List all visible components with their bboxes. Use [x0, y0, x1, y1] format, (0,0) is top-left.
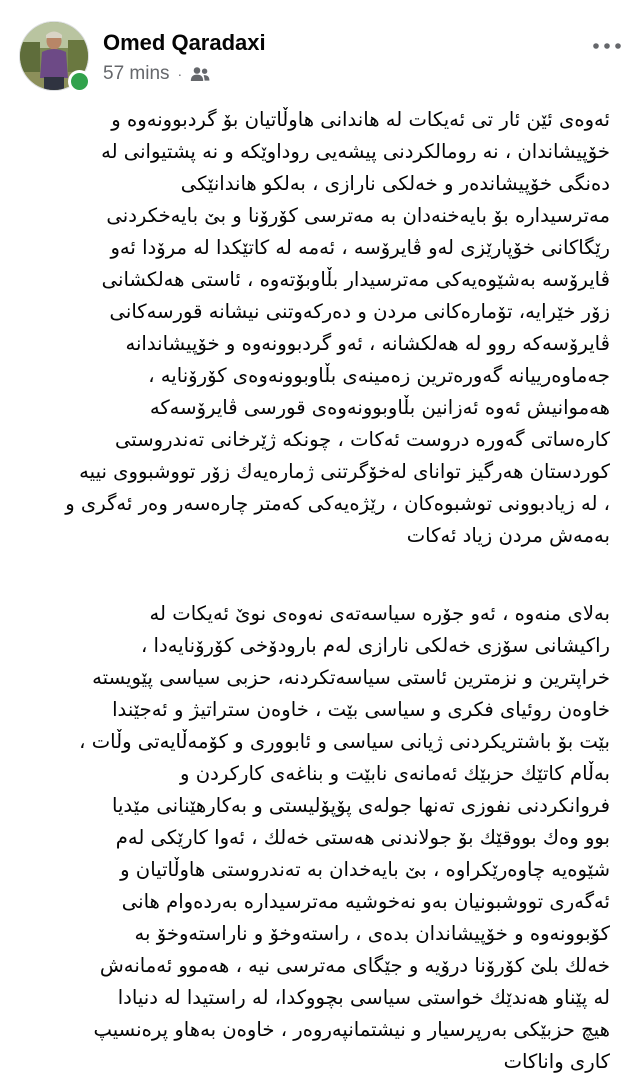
- post-text-line: کۆبوونەوە و خۆپیشاندان بدەی ، راستەوخۆ و ناراستەوخۆ بە: [134, 922, 610, 945]
- post-text-line: بەمەش مردن زیاد ئەکات: [406, 524, 610, 547]
- online-status-dot: [68, 70, 91, 93]
- post-text-line: بەلای منەوە ، ئەو جۆرە سیاسەتەی نەوەی نوێ ئەیکات لە: [149, 602, 610, 625]
- post-text-line: خەلك بلێ کۆرۆنا درۆیە و جێگای مەترسی نیە ، هەموو ئەمانەش: [99, 954, 610, 977]
- post-text-line: خۆپیشاندان ، نە رومالکردنی پیشەیی روداوێکە و نە پشتیوانی لە: [101, 140, 610, 163]
- post-text-line: ڤایرۆسەکە روو لە هەلکشانە ، ئەو گردبوونەوە و خۆپیشاندانە: [125, 332, 610, 355]
- post-text-line: لە پێناو هەندێك خواستی سیاسی بچووکدا، لە راستیدا لە دنیادا: [117, 986, 610, 1009]
- post-text-line: جەماوەرییانە گەورەترین زەمینەی بڵاوبوونەوەی کۆرۆنایە ،: [148, 364, 610, 387]
- post-timestamp[interactable]: 57 mins: [103, 63, 170, 84]
- post-paragraph-2: [30, 598, 610, 1078]
- post-text-line: ڤایرۆسە بەشێوەیەکی مەترسیدار بڵاوبۆتەوە ، ئاستی هەلکشانی: [101, 268, 610, 291]
- friends-icon[interactable]: [190, 66, 210, 82]
- post-text-line: دەنگی خۆپیشاندەر و خەلکی نارازی ، بەلکو هاندانێکی: [180, 172, 610, 195]
- post-text-line: رێگاکانی خۆپارێزی لەو ڤایرۆسە ، ئەمە لە کاتێکدا لە مرۆدا ئەو: [110, 236, 610, 259]
- author-avatar[interactable]: [19, 21, 89, 91]
- post-text-line: مەترسیدارە بۆ بایەخنەدان بە مەترسی کۆرۆنا و بێ بایەخکردنی: [106, 204, 610, 227]
- post-text-line: ئەوەی ئێن ئار تی ئەیکات لە هاندانی هاوڵاتیان بۆ گردبوونەوە و: [111, 108, 610, 131]
- paragraph-gap: [30, 552, 610, 598]
- post-text-line: خاوەن روئیای فکری و سیاسی بێت ، خاوەن ستراتیژ و ئەجێندا: [112, 698, 610, 721]
- post-text-line: ، لە زیادبوونی توشبوەکان ، رێژەیەکی کەمتر چارەسەر وەر ئەگری و: [65, 492, 610, 515]
- post-header: [0, 0, 640, 100]
- author-name[interactable]: Omed Qaradaxi: [103, 30, 266, 55]
- more-options-button[interactable]: [588, 34, 626, 58]
- post-text-line: بەڵام کاتێك حزبێك ئەمانەی نابێت و بناغەی کارکردن و: [180, 762, 610, 785]
- post-body: [30, 104, 610, 1078]
- post-text-line: بوو وەك بووقێك بۆ جولاندنی هەستی خەلك ، ئەوا کارێکی لەم: [115, 826, 610, 849]
- post-text-line: هیچ حزبێکی بەرپرسیار و نیشتمانپەروەر ، خاوەن بەهاو پرەنسیپ: [93, 1018, 610, 1041]
- post-text-line: زۆر خێرایە، تۆمارەکانی مردن و دەرکەوتنی نیشانە قورسەکانی: [109, 300, 610, 323]
- post-text-line: خراپترین و نزمترین ئاستی سیاسەتکردنە، حزبی سیاسی پێویستە: [92, 666, 610, 689]
- post-text-line: ئەگەری تووشبونیان بەو نەخوشیە مەترسیدارە بەردەوام هانی: [121, 890, 610, 913]
- post-text-line: کاری واناکات: [503, 1050, 610, 1073]
- more-dots-icon: [593, 43, 621, 49]
- post-text-line: کوردستان هەرگیز توانای لەخۆگرتنی ژمارەیەك زۆر تووشبووی نییە: [79, 460, 610, 483]
- post-text-line: شێوەیە چاوەرێکراوە ، بێ بایەخدان بە تەندروستی هاوڵاتیان و: [120, 858, 610, 881]
- post-text-line: راکیشانی سۆزی خەلکی نارازی لەم بارودۆخی کۆرۆنایەدا ،: [140, 634, 610, 657]
- post-paragraph-1: [30, 104, 610, 552]
- post-text-line: فروانکردنی نفوزی تەنها جولەی پۆپۆلیستی و بەکارهێنانی مێدیا: [112, 794, 610, 817]
- meta-separator: ·: [177, 66, 183, 82]
- post-text-line: بێت بۆ باشتریکردنی ژیانی سیاسی و ئابووری و کۆمەڵایەتی وڵات ،: [79, 730, 610, 753]
- post-text-line: هەموانیش ئەوە ئەزانین بڵاوبوونەوەی قورسی ڤایرۆسەکە: [149, 396, 610, 419]
- post-meta: [103, 62, 210, 86]
- post-text-line: کارەساتی گەورە دروست ئەکات ، چونکە ژێرخانی تەندروستی: [114, 428, 610, 451]
